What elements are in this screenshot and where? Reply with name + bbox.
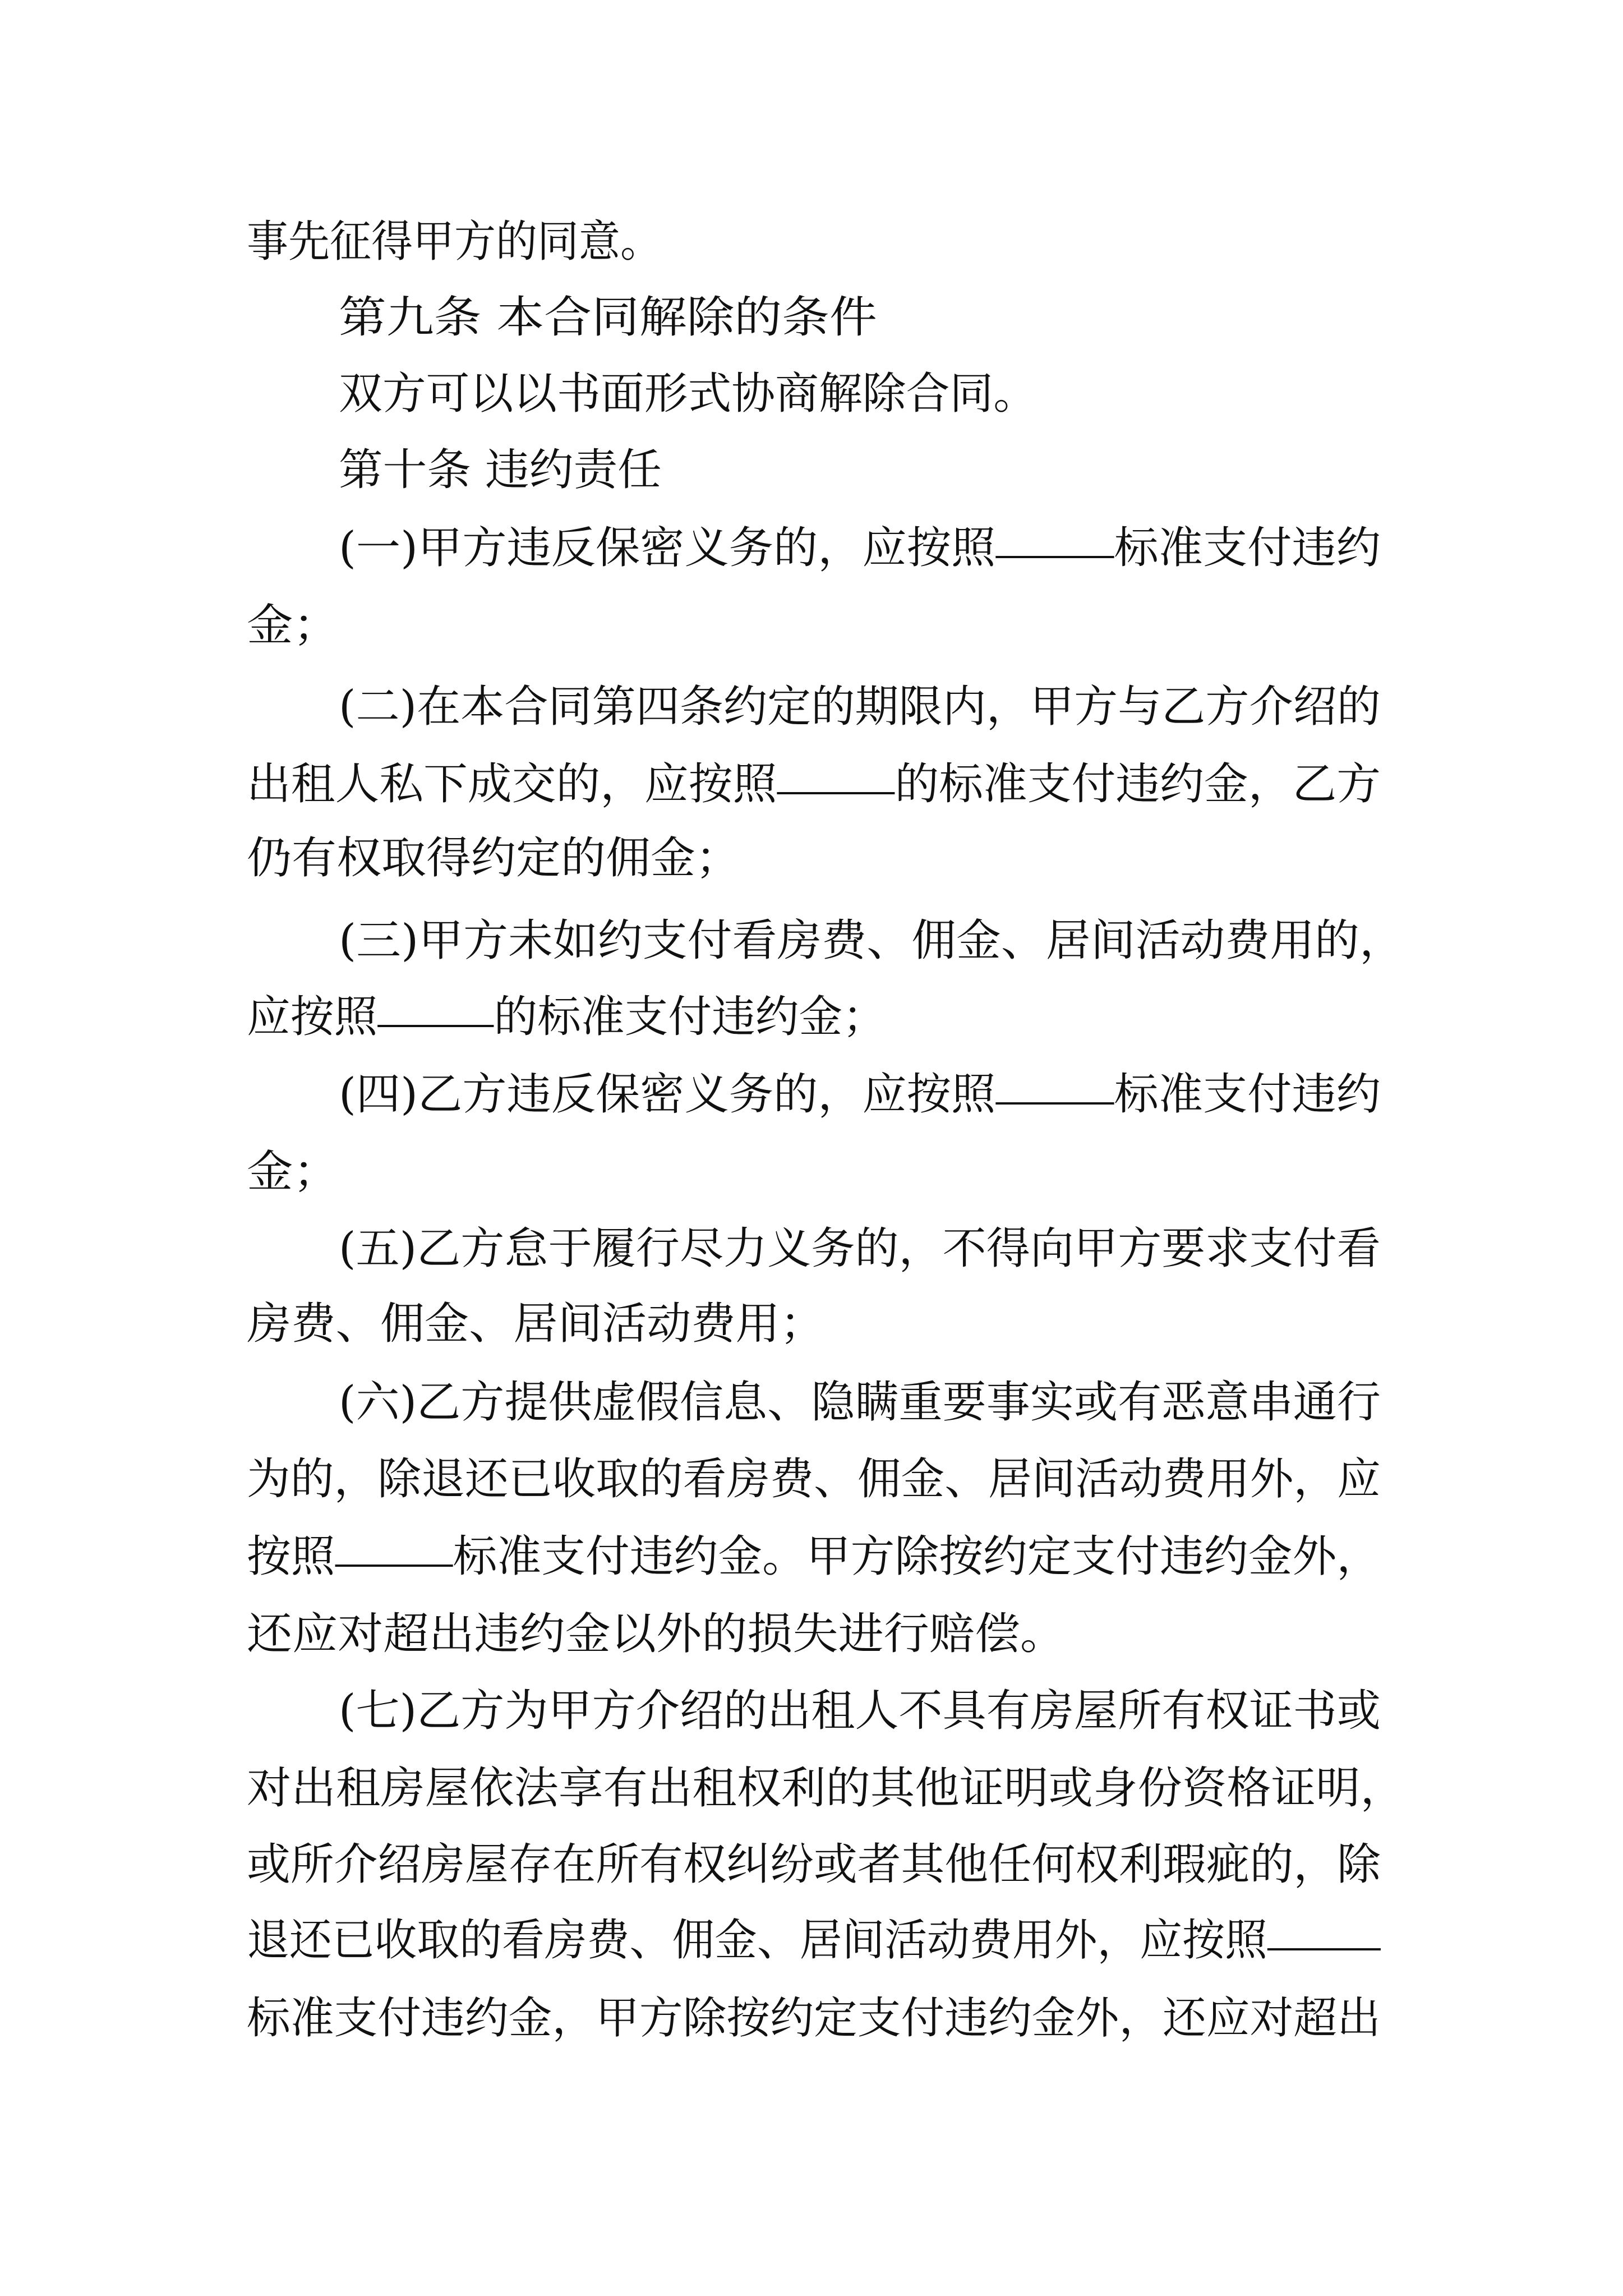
text-line	[247, 1839, 1381, 1890]
fill-in-blank	[777, 790, 895, 794]
text-line	[247, 600, 340, 651]
text-line	[339, 682, 1381, 732]
line-text-before-blank: 应按照	[247, 992, 378, 1042]
line-text: (三)甲方未如约支付看房费、佣金、居间活动费用的，	[339, 915, 1404, 966]
line-text: 标准支付违约金，甲方除按约定支付违约金外，还应对超出	[247, 1993, 1381, 2044]
line-text: 或所介绍房屋存在所有权纠纷或者其他任何权利瑕疵的，除	[247, 1839, 1381, 1890]
fill-in-blank	[335, 1562, 453, 1567]
line-text: 为的，除退还已收取的看房费、佣金、居间活动费用外，应	[247, 1454, 1381, 1504]
line-text: 事先征得甲方的同意。	[247, 217, 662, 267]
article-heading	[339, 292, 877, 343]
line-text-after-blank: 的标准支付违约金，乙方	[895, 759, 1381, 809]
line-text: 双方可以以书面形式协商解除合同。	[339, 369, 1038, 419]
line-text-after-blank: 的标准支付违约金；	[494, 992, 887, 1042]
line-text-after-blank: 标准支付违约金。甲方除按约定支付违约金外，	[453, 1531, 1381, 1582]
line-text: 金；	[247, 1147, 340, 1197]
text-line	[339, 1223, 1381, 1274]
text-line	[339, 1069, 1381, 1120]
text-line	[339, 369, 1038, 419]
text-line	[247, 1609, 1066, 1659]
line-text-before-blank: 按照	[247, 1531, 335, 1582]
line-text: 对出租房屋依法享有出租权利的其他证明或身份资格证明，	[247, 1763, 1405, 1814]
text-line	[247, 1147, 340, 1197]
article-heading	[339, 445, 662, 495]
line-text: 房费、佣金、居间活动费用；	[247, 1299, 825, 1349]
text-line	[247, 992, 887, 1042]
text-line	[339, 1686, 1381, 1736]
line-text-before-blank: 退还已收取的看房费、佣金、居间活动费用外，应按照	[247, 1915, 1267, 1966]
line-text-before-blank: (一)甲方违反保密义务的，应按照	[339, 523, 996, 573]
text-line	[247, 1915, 1381, 1966]
fill-in-blank	[995, 554, 1114, 558]
text-line	[247, 759, 1381, 809]
line-text-after-blank: 标准支付违约	[1114, 523, 1381, 573]
line-text: (二)在本合同第四条约定的期限内，甲方与乙方介绍的	[339, 682, 1381, 732]
text-line	[247, 1299, 825, 1349]
line-text: (七)乙方为甲方介绍的出租人不具有房屋所有权证书或	[339, 1686, 1381, 1736]
fill-in-blank	[995, 1100, 1114, 1105]
fill-in-blank	[377, 1023, 494, 1027]
line-text: 第九条 本合同解除的条件	[339, 292, 877, 343]
line-text: 还应对超出违约金以外的损失进行赔偿。	[247, 1609, 1066, 1659]
line-text-after-blank: 标准支付违约	[1114, 1069, 1381, 1120]
text-line	[247, 1763, 1405, 1814]
line-text: (五)乙方怠于履行尽力义务的，不得向甲方要求支付看	[339, 1223, 1381, 1274]
text-line	[247, 833, 740, 884]
line-text: 金；	[247, 600, 340, 651]
text-line	[247, 1454, 1381, 1504]
line-text: (六)乙方提供虚假信息、隐瞒重要事实或有恶意串通行	[339, 1377, 1381, 1428]
line-text: 仍有权取得约定的佣金；	[247, 833, 740, 884]
line-text: 第十条 违约责任	[339, 445, 662, 495]
text-line	[339, 523, 1381, 573]
fill-in-blank	[1267, 1946, 1381, 1950]
line-text-before-blank: 出租人私下成交的，应按照	[247, 759, 777, 809]
line-text-before-blank: (四)乙方违反保密义务的，应按照	[339, 1069, 996, 1120]
text-line	[339, 1377, 1381, 1428]
text-line	[247, 217, 662, 267]
text-line	[247, 1993, 1381, 2044]
text-line	[247, 1531, 1381, 1582]
text-line	[339, 915, 1404, 966]
